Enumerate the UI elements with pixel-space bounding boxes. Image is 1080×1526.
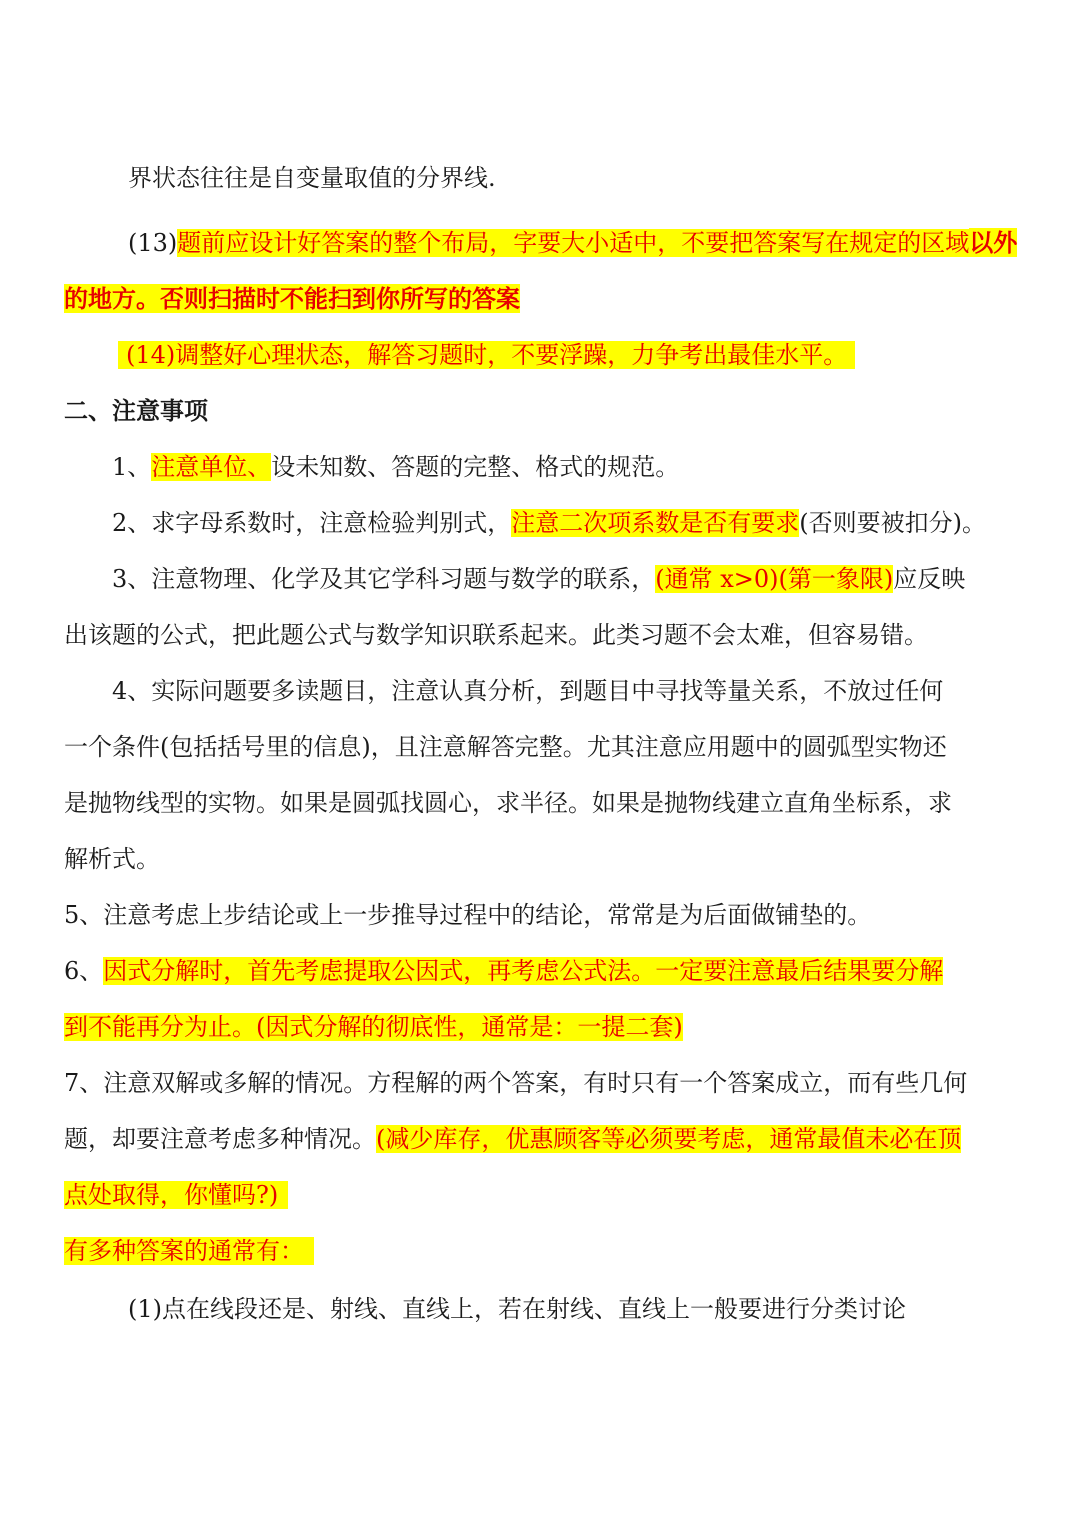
note-6-line-2 — [64, 1009, 683, 1045]
note-3-line-1 — [112, 561, 965, 597]
text: 一个条件(包括括号里的信息)，且注意解答完整。尤其注意应用题中的圆弧型实物还 — [64, 733, 947, 761]
section-heading — [64, 393, 208, 429]
note-7-line-3 — [64, 1177, 288, 1213]
text: 出该题的公式，把此题公式与数学知识联系起来。此类习题不会太难，但容易错。 — [64, 621, 928, 649]
highlighted-text: 题前应设计好答案的整个布局，字要大小适中，不要把答案写在规定的区域 — [177, 229, 970, 257]
text: 1、 — [112, 453, 152, 481]
highlighted-text: 到不能再分为止。(因式分解的彻底性，通常是：一提二套) — [64, 1013, 683, 1041]
note-4-line-1 — [112, 673, 943, 709]
note-6-line-1 — [64, 953, 943, 989]
multi-answer-heading — [64, 1233, 314, 1269]
note-5-line — [64, 897, 871, 933]
highlighted-text: 的地方。否则扫描时不能扫到你所写的答案 — [64, 284, 520, 313]
heading-text: 二、注意事项 — [64, 397, 208, 425]
text: 是抛物线型的实物。如果是圆弧找圆心，求半径。如果是抛物线建立直角坐标系，求 — [64, 789, 952, 817]
highlighted-text: 点处取得，你懂吗?) — [64, 1181, 288, 1209]
text: 设未知数、答题的完整、格式的规范。 — [271, 453, 680, 481]
highlighted-text: (14)调整好心理状态，解答习题时，不要浮躁，力争考出最佳水平。 — [118, 341, 855, 369]
text: 4、实际问题要多读题目，注意认真分析，到题目中寻找等量关系，不放过任何 — [112, 677, 944, 705]
text: 2、求字母系数时，注意检验判别式， — [112, 509, 512, 537]
text: 6、 — [64, 957, 104, 985]
text: 7、注意双解或多解的情况。方程解的两个答案，有时只有一个答案成立，而有些几何 — [64, 1069, 968, 1097]
note-4-line-4 — [64, 841, 160, 877]
note-7-line-1 — [64, 1065, 967, 1101]
highlighted-text: 因式分解时，首先考虑提取公因式，再考虑公式法。一定要注意最后结果要分解 — [103, 957, 944, 985]
highlighted-text: (减少库存，优惠顾客等必须要考虑，通常最值未必在顶 — [376, 1125, 962, 1153]
note-4-line-2 — [64, 729, 947, 765]
item-13-line-1 — [128, 225, 1017, 261]
text: (否则要被扣分)。 — [799, 509, 987, 537]
item-number: (13) — [128, 229, 178, 257]
text: 题，却要注意考虑多种情况。 — [64, 1125, 376, 1153]
text: 应反映 — [893, 565, 966, 593]
note-7-line-2 — [64, 1121, 961, 1157]
text: (1)点在线段还是、射线、直线上，若在射线、直线上一般要进行分类讨论 — [128, 1295, 906, 1323]
text: 界状态往往是自变量取值的分界线. — [128, 164, 496, 192]
item-13-line-2 — [64, 281, 520, 317]
highlighted-text: 有多种答案的通常有： — [64, 1237, 314, 1265]
item-14-line — [118, 337, 855, 373]
highlighted-text: (通常 x>0)(第一象限) — [655, 565, 894, 593]
highlighted-text: 注意单位、 — [151, 453, 272, 481]
highlighted-text: 注意二次项系数是否有要求 — [511, 509, 800, 537]
note-1-line — [112, 449, 679, 485]
multi-answer-item-1 — [128, 1291, 906, 1327]
note-3-line-2 — [64, 617, 928, 653]
text: 5、注意考虑上步结论或上一步推导过程中的结论，常常是为后面做铺垫的。 — [64, 901, 872, 929]
paragraph-line — [128, 160, 496, 196]
note-2-line — [112, 505, 986, 541]
note-4-line-3 — [64, 785, 952, 821]
highlighted-text: 以外 — [969, 228, 1018, 257]
text: 解析式。 — [64, 845, 160, 873]
text: 3、注意物理、化学及其它学科习题与数学的联系， — [112, 565, 656, 593]
